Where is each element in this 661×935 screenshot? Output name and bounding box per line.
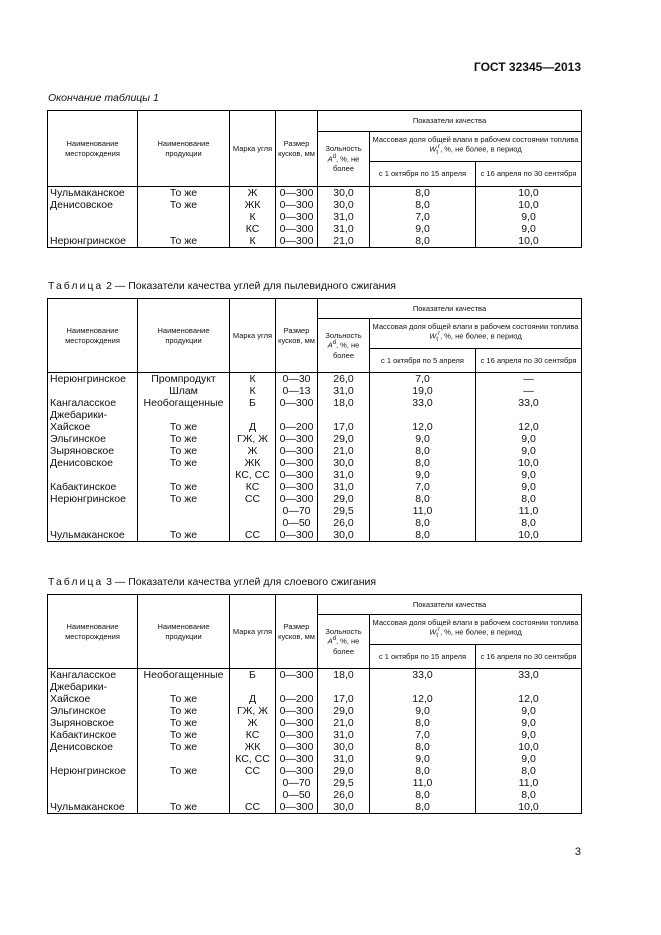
table-cell: 11,0 [370,777,476,789]
table3-caption [48,576,376,588]
table-row [48,669,582,682]
table-cell: Шлам [138,385,230,397]
table-cell: 7,0 [370,729,476,741]
table-cell [318,681,370,693]
table-row [48,373,582,386]
table-cell: То же [138,445,230,457]
col-ash: Зольность $A^d$, %, не более [318,615,370,669]
table-row [48,223,582,235]
table-row [48,433,582,445]
col-grade: Марка угля [230,595,276,669]
table-cell: 9,0 [476,223,582,235]
table-row [48,741,582,753]
table-cell: То же [138,421,230,433]
table-cell: 9,0 [370,469,476,481]
table-cell [48,469,138,481]
table-row [48,505,582,517]
col-product: Наименование продукции [138,111,230,187]
table-cell [230,517,276,529]
table-cell: 0—300 [276,187,318,200]
table-cell: КС [230,223,276,235]
table-cell [138,469,230,481]
table-cell [48,505,138,517]
table-cell: 26,0 [318,517,370,529]
col-field: Наименование месторождения [48,299,138,373]
table-cell: 0—70 [276,505,318,517]
table-cell: Ж [230,187,276,200]
table-cell: 0—200 [276,421,318,433]
table-cell: 9,0 [370,753,476,765]
table-cell [138,777,230,789]
table-row [48,801,582,814]
col-grade: Марка угля [230,111,276,187]
table-cell [476,409,582,421]
table-cell: 9,0 [476,481,582,493]
table-cell: 26,0 [318,373,370,386]
table-cell: 8,0 [370,717,476,729]
table-cell [48,777,138,789]
table-cell: 8,0 [476,517,582,529]
table-row [48,517,582,529]
table-cell: К [230,211,276,223]
table-cell: 29,0 [318,493,370,505]
table-cell: 0—300 [276,481,318,493]
table-cell [48,385,138,397]
table-cell: 0—300 [276,397,318,409]
table-cell: 7,0 [370,211,476,223]
table-cell: 0—13 [276,385,318,397]
table-cell: Д [230,693,276,705]
table-cell [138,211,230,223]
table-cell: Необогащенные [138,669,230,682]
table-cell [138,505,230,517]
table2-caption-text: 2 — Показатели качества углей для пылевидного сжигания [103,280,396,292]
table-cell [48,211,138,223]
table-cell: Нерюнгринское [48,235,138,248]
table-cell: 0—300 [276,705,318,717]
table-cell: СС [230,765,276,777]
table-row [48,753,582,765]
table-cell: То же [138,765,230,777]
table-cell: 30,0 [318,801,370,814]
table-cell: 9,0 [476,717,582,729]
table-cell: Кабактинское [48,729,138,741]
table-cell: 8,0 [370,517,476,529]
table-cell: Нерюнгринское [48,493,138,505]
table-cell: — [476,373,582,386]
table-cell: ГЖ, Ж [230,705,276,717]
table-cell: 33,0 [370,669,476,682]
table-cell: 9,0 [476,433,582,445]
table-cell [138,753,230,765]
table-cell: 8,0 [476,765,582,777]
table-cell: Ж [230,445,276,457]
table-cell: Кангаласское [48,397,138,409]
table-cell: СС [230,529,276,542]
table-cell: То же [138,235,230,248]
col-apr-sep: с 16 апреля по 30 сентября [476,349,582,373]
table-cell: 8,0 [370,457,476,469]
table-cell: Б [230,397,276,409]
table2-caption [48,280,396,292]
table-cell: 9,0 [476,705,582,717]
table-cell [318,409,370,421]
table-cell: То же [138,493,230,505]
table-cell [48,517,138,529]
table-cell: 9,0 [370,223,476,235]
table-cell: То же [138,705,230,717]
table-cell: 31,0 [318,469,370,481]
table-cell: 10,0 [476,529,582,542]
table-cell: 18,0 [318,669,370,682]
table1-caption: Окончание таблицы 1 [48,92,159,104]
table-cell: 0—300 [276,717,318,729]
table-cell [370,681,476,693]
table-cell: Чульмаканское [48,187,138,200]
table-cell: Денисовское [48,741,138,753]
table-cell: Джебарики- [48,681,138,693]
table-cell: СС [230,801,276,814]
col-size: Размер кусков, мм [276,299,318,373]
table-cell [476,681,582,693]
table-cell: 8,0 [370,445,476,457]
table-row [48,729,582,741]
table-cell: 9,0 [476,211,582,223]
table-cell: 17,0 [318,693,370,705]
col-product: Наименование продукции [138,299,230,373]
table-cell: 0—300 [276,493,318,505]
table-cell: 11,0 [370,505,476,517]
table-cell: 10,0 [476,235,582,248]
table-cell: 0—300 [276,457,318,469]
table-cell: КС, СС [230,753,276,765]
table-cell: 12,0 [370,693,476,705]
table-cell: 29,5 [318,777,370,789]
table-cell: 0—300 [276,729,318,741]
table-cell: Эльгинское [48,433,138,445]
table-cell: 0—300 [276,753,318,765]
table-row [48,493,582,505]
table-cell: Джебарики- [48,409,138,421]
col-grade: Марка угля [230,299,276,373]
col-oct-apr: с 1 октября по 15 апреля [370,162,476,187]
table-cell: К [230,373,276,386]
table-cell: 7,0 [370,481,476,493]
table-cell: Чульмаканское [48,801,138,814]
table-cell: Денисовское [48,199,138,211]
table-cell [48,789,138,801]
col-oct-apr: с 1 октября по 5 апреля [370,349,476,373]
table-cell: 0—300 [276,211,318,223]
col-moisture: Массовая доля общей влаги в рабочем состоянии топлива $W_t^r$, %, не более, в период [370,319,582,349]
table-cell: 29,0 [318,705,370,717]
table-cell: 33,0 [476,669,582,682]
table-row [48,693,582,705]
col-ash: Зольность $A^d$, %, не более [318,132,370,187]
table-cell: 31,0 [318,729,370,741]
col-quality: Показатели качества [318,595,582,615]
table-cell: 0—300 [276,669,318,682]
col-size: Размер кусков, мм [276,595,318,669]
table-cell: Кангаласское [48,669,138,682]
table-cell [138,517,230,529]
table-cell [276,681,318,693]
table-cell: 9,0 [476,729,582,741]
table-row [48,199,582,211]
table-row [48,765,582,777]
table-cell [230,681,276,693]
table-cell: 8,0 [370,187,476,200]
table-row [48,529,582,542]
table-cell: То же [138,717,230,729]
table-cell: То же [138,457,230,469]
table-cell: 9,0 [370,705,476,717]
table-row [48,469,582,481]
table3 [47,594,582,814]
table-cell: 17,0 [318,421,370,433]
table-cell: 33,0 [476,397,582,409]
table-cell: То же [138,187,230,200]
table-row [48,457,582,469]
table-cell [138,789,230,801]
table-cell: 8,0 [370,235,476,248]
table-row [48,481,582,493]
table-cell: 8,0 [370,529,476,542]
table-cell: Необогащенные [138,397,230,409]
col-field: Наименование месторождения [48,595,138,669]
col-apr-sep: с 16 апреля по 30 сентября [476,162,582,187]
table-cell: 30,0 [318,187,370,200]
table-cell: 8,0 [476,789,582,801]
col-size: Размер кусков, мм [276,111,318,187]
table-cell [230,789,276,801]
table-cell: 10,0 [476,199,582,211]
table-cell: То же [138,433,230,445]
col-product: Наименование продукции [138,595,230,669]
table-cell: 0—300 [276,529,318,542]
table-row [48,211,582,223]
col-moisture: Массовая доля общей влаги в рабочем состоянии топлива $W_t^r$, %, не более, в период [370,615,582,645]
table-cell: 0—300 [276,223,318,235]
table-cell: 11,0 [476,505,582,517]
table-cell: ЖК [230,741,276,753]
table-cell: Чульмаканское [48,529,138,542]
table-cell: То же [138,529,230,542]
table-cell: 12,0 [370,421,476,433]
table-row [48,397,582,409]
table-cell: ЖК [230,199,276,211]
table-cell: 8,0 [370,741,476,753]
table-cell [230,777,276,789]
table-row [48,789,582,801]
table3-caption-prefix: Таблица [48,576,104,588]
table-cell: То же [138,199,230,211]
table-row [48,409,582,421]
table-row [48,717,582,729]
table-cell: То же [138,801,230,814]
table-cell: 0—300 [276,199,318,211]
table-cell: СС [230,493,276,505]
table-cell: То же [138,693,230,705]
page-number: 3 [574,846,581,858]
table-cell: 0—30 [276,373,318,386]
table-cell: 7,0 [370,373,476,386]
table-cell: 12,0 [476,421,582,433]
col-quality: Показатели качества [318,111,582,132]
table-cell: То же [138,481,230,493]
table-cell [370,409,476,421]
table2 [47,298,582,542]
table-cell: 29,0 [318,433,370,445]
table-cell: 0—70 [276,777,318,789]
table-cell: 21,0 [318,235,370,248]
table-cell: Ж [230,717,276,729]
col-ash: Зольность $A^d$, %, не более [318,319,370,373]
table-cell: Хайское [48,421,138,433]
table-cell: Б [230,669,276,682]
table-cell: 10,0 [476,801,582,814]
table-cell: КС, СС [230,469,276,481]
table-cell: То же [138,729,230,741]
table-cell: 9,0 [476,469,582,481]
table-cell: 12,0 [476,693,582,705]
table-cell: 33,0 [370,397,476,409]
table-cell: ГЖ, Ж [230,433,276,445]
table-cell: 30,0 [318,457,370,469]
table-cell: 18,0 [318,397,370,409]
table-cell: ЖК [230,457,276,469]
col-field: Наименование месторождения [48,111,138,187]
table-cell: 30,0 [318,199,370,211]
table-cell: 21,0 [318,717,370,729]
table-cell: Промпродукт [138,373,230,386]
table2-caption-prefix: Таблица [48,280,104,292]
table-cell: 0—300 [276,741,318,753]
table-cell [230,505,276,517]
table-cell: 31,0 [318,223,370,235]
table-cell: 31,0 [318,753,370,765]
table-cell: 0—300 [276,445,318,457]
table-cell: 0—300 [276,235,318,248]
table-cell [48,223,138,235]
table-row [48,421,582,433]
table-row [48,187,582,200]
table-cell: 8,0 [370,493,476,505]
table-row [48,235,582,248]
table-row [48,445,582,457]
table-cell: То же [138,741,230,753]
table-cell: 19,0 [370,385,476,397]
table-cell: Хайское [48,693,138,705]
table-row [48,385,582,397]
table-cell: 8,0 [370,199,476,211]
table-cell: Эльгинское [48,705,138,717]
table-cell: Зыряновское [48,717,138,729]
table-cell: 0—300 [276,801,318,814]
table-cell: Нерюнгринское [48,765,138,777]
table-cell: 0—300 [276,433,318,445]
table-cell: 0—300 [276,765,318,777]
table-cell: 8,0 [476,493,582,505]
table1 [47,110,582,248]
table-cell [138,223,230,235]
table-cell: 0—50 [276,517,318,529]
table-cell: КС [230,481,276,493]
col-moisture: Массовая доля общей влаги в рабочем состоянии топлива $W_t^r$, %, не более, в период [370,132,582,162]
table-cell: Денисовское [48,457,138,469]
table-cell: 30,0 [318,529,370,542]
table-cell: Нерюнгринское [48,373,138,386]
table-cell: 8,0 [370,801,476,814]
table-cell: 31,0 [318,211,370,223]
table-cell: 0—50 [276,789,318,801]
table-row [48,777,582,789]
table-cell: 10,0 [476,457,582,469]
col-quality: Показатели качества [318,299,582,319]
table-cell: 8,0 [370,789,476,801]
table-cell: 9,0 [370,433,476,445]
table-cell: 9,0 [476,445,582,457]
table-cell: К [230,235,276,248]
table-cell: 11,0 [476,777,582,789]
table-cell [230,409,276,421]
table-row [48,681,582,693]
table-cell: Д [230,421,276,433]
table-cell: 0—200 [276,693,318,705]
table-cell: 0—300 [276,469,318,481]
table-row [48,705,582,717]
table-cell: 30,0 [318,741,370,753]
table-cell [48,753,138,765]
table-cell: 10,0 [476,187,582,200]
table-cell: КС [230,729,276,741]
document-number: ГОСТ 32345—2013 [473,60,581,74]
table-cell: Зыряновское [48,445,138,457]
table-cell: 10,0 [476,741,582,753]
table-cell: 8,0 [370,765,476,777]
table-cell [138,409,230,421]
table-cell: 31,0 [318,385,370,397]
table-cell: Кабактинское [48,481,138,493]
table-cell: К [230,385,276,397]
table-cell: 29,5 [318,505,370,517]
table-cell: — [476,385,582,397]
col-apr-sep: с 16 апреля по 30 сентября [476,645,582,669]
table-cell: 9,0 [476,753,582,765]
table3-caption-text: 3 — Показатели качества углей для слоевого сжигания [103,576,377,588]
table-cell [138,681,230,693]
table-cell: 31,0 [318,481,370,493]
table-cell: 26,0 [318,789,370,801]
col-oct-apr: с 1 октября по 15 апреля [370,645,476,669]
table-cell [276,409,318,421]
table-cell: 21,0 [318,445,370,457]
table-cell: 29,0 [318,765,370,777]
